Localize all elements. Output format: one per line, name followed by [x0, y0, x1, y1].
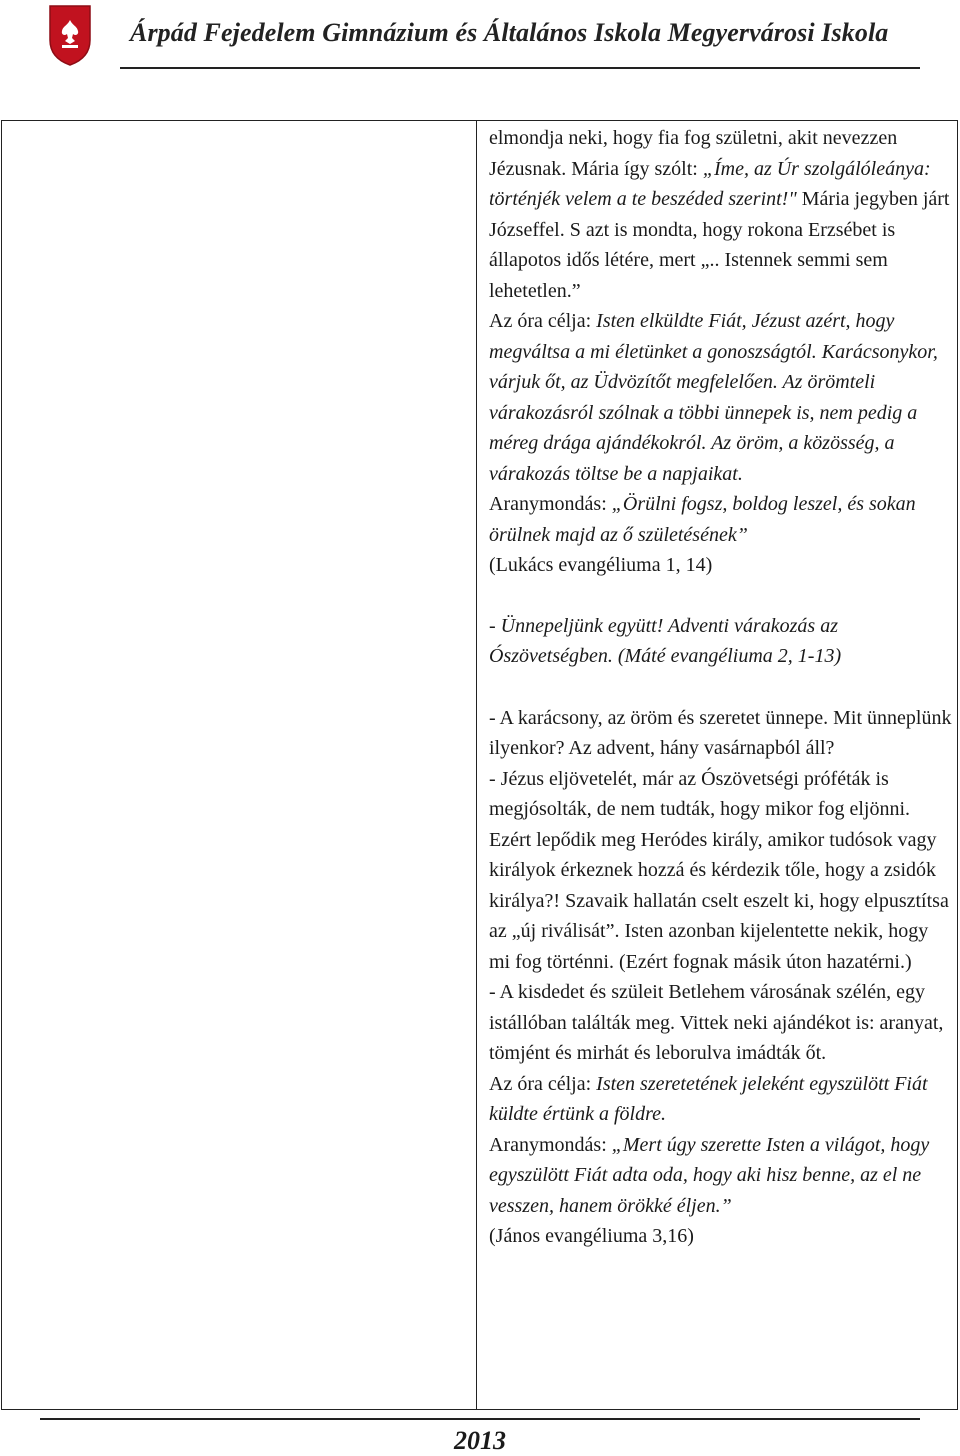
- footer-year: 2013: [454, 1426, 506, 1455]
- paragraph-lesson-goal-2: [489, 1069, 954, 1130]
- text-run: elmondja neki, hogy fia fog születni, akit nevezzen Jézusnak. Mária így szólt:: [489, 127, 898, 180]
- table-right-column: [489, 123, 954, 1252]
- italic-text-run: „Mert úgy szerette Isten a világot, hogy egyszülött Fiát adta oda, hogy aki hisz benne, az el ne vesszen, hanem örökké éljen.”: [489, 1133, 930, 1217]
- text-run: Az óra célja:: [489, 1072, 597, 1095]
- footer-divider: [40, 1418, 920, 1420]
- text-run: Aranymondás:: [489, 493, 612, 515]
- italic-text-run: Isten szeretetének jeleként egyszülött Fiát küldte értünk a földre.: [489, 1072, 928, 1125]
- text-run: (Lukács evangéliuma 1, 14): [489, 554, 713, 576]
- school-name: Árpád Fejedelem Gimnázium és Általános Iskola Megyervárosi Iskola: [130, 18, 889, 47]
- spacer: [489, 581, 954, 611]
- paragraph-reference-1: [489, 550, 954, 581]
- text-run: -: [489, 614, 501, 637]
- text-run: - A kisdedet és szüleit Betlehem városának szélén, egy istállóban találták meg. Vittek neki ajándékot is: aranyat, tömjént és mirhát és leborulva imádták őt.: [489, 981, 944, 1064]
- paragraph-christmas-question: [489, 703, 954, 764]
- italic-text-run: Ünnepeljünk együtt! Adventi várakozás az Ószövetségben. (Máté evangéliuma 2, 1-13): [489, 614, 842, 667]
- text-run: - A karácsony, az öröm és szeretet ünnepe. Mit ünneplünk ilyenkor? Az advent, hány vasárnapból áll?: [489, 706, 952, 759]
- paragraph-bethlehem: [489, 977, 954, 1069]
- italic-text-run: „Íme, az Úr szolgálóleánya: történjék velem a te beszéded szerint!": [489, 157, 931, 210]
- school-crest-logo: [48, 4, 92, 66]
- paragraph-prophets: [489, 764, 954, 978]
- text-run: Mária jegyben járt Józseffel. S azt is mondta, hogy rokona Erzsébet is állapotos idős létére, mert „.. Istennek semmi sem lehetetlen.”: [489, 188, 950, 302]
- text-run: - Jézus eljövetelét, már az Ószövetségi próféták is megjósolták, de nem tudták, hogy mikor fog eljönni. Ezért lepődik meg Heródes király, amikor tudósok vagy királyok érkeznek hozzá és kérdezik tőle, hogy a zsidók királya?! Szavaik hallatán cselt eszelt ki, hogy elpusztítsa az „új riválisát”. Isten azonban kijelentette nekik, hogy mi fog történni. (Ezért fognak másik úton hazatérni.): [489, 767, 949, 973]
- page-header: [0, 0, 960, 72]
- paragraph-annunciation: [489, 123, 954, 306]
- header-divider: [120, 67, 920, 69]
- text-run: Aranymondás:: [489, 1133, 612, 1156]
- text-run: Az óra célja:: [489, 310, 597, 332]
- italic-text-run: „Örülni fogsz, boldog leszel, és sokan örülnek majd az ő születésének”: [489, 493, 916, 546]
- table-left-column: [2, 121, 477, 1409]
- paragraph-golden-verse-1: [489, 489, 954, 550]
- paragraph-lesson-title: [489, 611, 954, 672]
- text-run: (János evangéliuma 3,16): [489, 1225, 694, 1247]
- paragraph-lesson-goal-1: [489, 306, 954, 489]
- italic-text-run: Isten elküldte Fiát, Jézust azért, hogy megváltsa a mi életünket a gonoszságtól. Karácsonykor, várjuk őt, az Üdvözítőt megfelelően. Az örömteli várakozásról szólnak a többi ünnepek is, nem pedig a méreg drága ajándékokról. Az öröm, a közösség, a várakozás töltse be a napjaikat.: [489, 310, 938, 485]
- spacer: [489, 672, 954, 703]
- paragraph-reference-2: [489, 1221, 954, 1252]
- lesson-table: [1, 120, 958, 1410]
- paragraph-golden-verse-2: [489, 1130, 954, 1222]
